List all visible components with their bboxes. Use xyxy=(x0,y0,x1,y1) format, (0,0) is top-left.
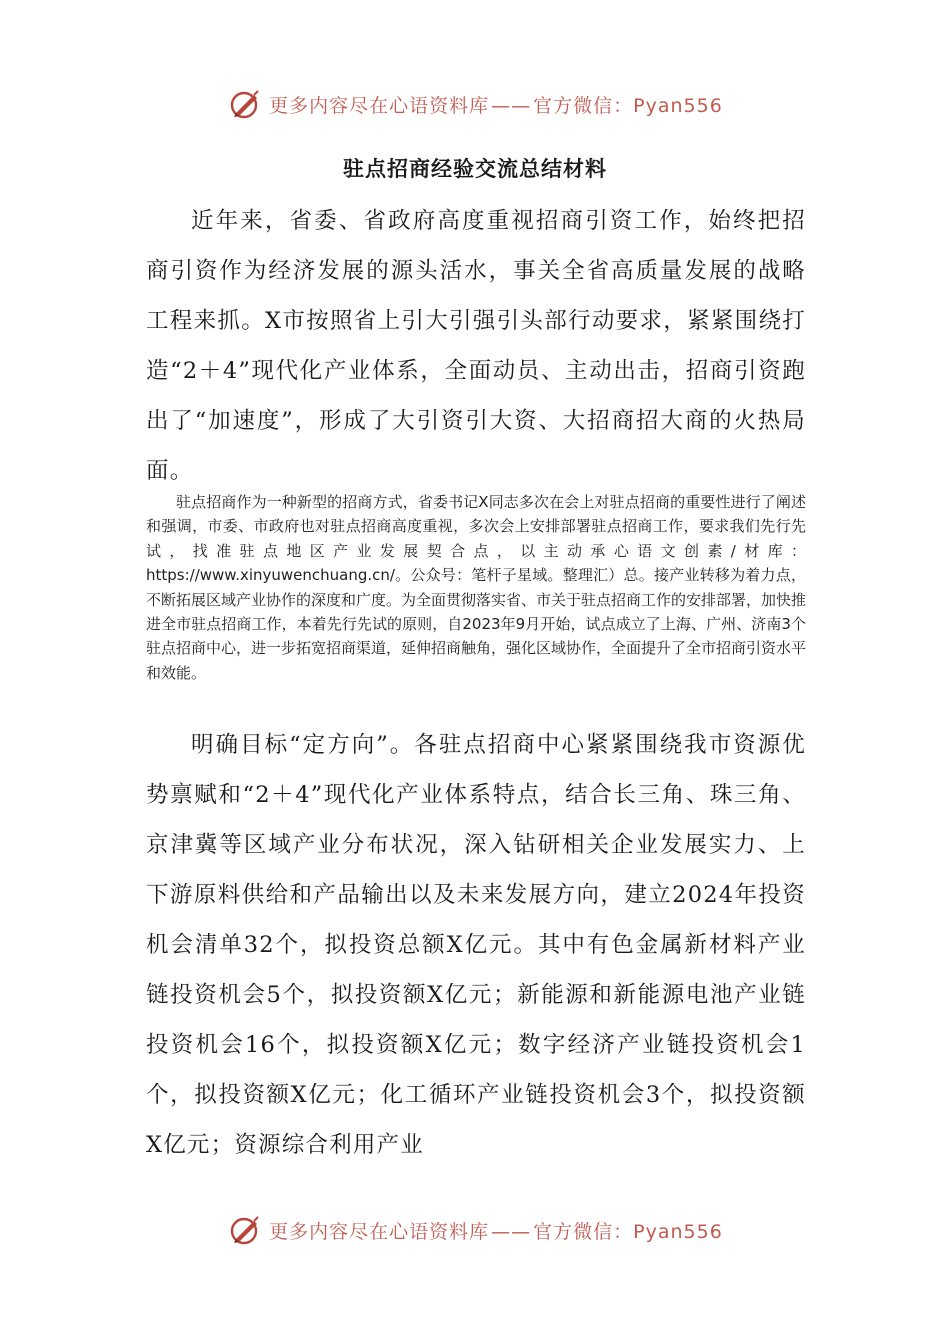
banner-dash: —— xyxy=(491,1220,532,1243)
banner-main-text: 更多内容尽在心语资料库 xyxy=(269,94,490,117)
pen-logo-icon xyxy=(227,1212,263,1248)
paragraph-goals: 明确目标“定方向”。各驻点招商中心紧紧围绕我市资源优势禀赋和“2＋4”现代化产业体系特点，结合长三角、珠三角、京津冀等区域产业分布状况，深入钻研相关企业发展实力、上下游原料供给和产品输出以及未来发展方向，建立2024年投资机会清单32个，拟投资总额X亿元。其中有色金属新材料产业链投资机会5个，拟投资额X亿元；新能源和新能源电池产业链投资机会16个，拟投资额X亿元；数字经济产业链投资机会1个，拟投资额X亿元；化工循环产业链投资机会3个，拟投资额X亿元；资源综合利用产业 xyxy=(146,732,806,1158)
footer-banner xyxy=(0,1210,950,1250)
banner-main-text: 更多内容尽在心语资料库 xyxy=(269,1220,490,1243)
paragraph-intro: 近年来，省委、省政府高度重视招商引资工作，始终把招商引资作为经济发展的源头活水，事关全省高质量发展的战略工程来抓。X市按照省上引大引强引头部行动要求，紧紧围绕打造“2＋4”现代化产业体系，全面动员、主动出击，招商引资跑出了“加速度”，形成了大引资引大资、大招商招大商的火热局面。 xyxy=(146,208,806,484)
paragraph-small-print: 驻点招商作为一种新型的招商方式，省委书记X同志多次在会上对驻点招商的重要性进行了阐述和强调，市委、市政府也对驻点招商高度重视，多次会上安排部署驻点招商工作，要求我们先行先试，找准驻点地区产业发展契合点，以主动承心语文创素/材库：https://www.xinyuwenchuang.cn/。公众号：笔杆子星域。整理汇）总。接产业转移为着力点，不断拓展区域产业协作的深度和广度。为全面贯彻落实省、市关于驻点招商工作的安排部署，加快推进全市驻点招商工作，本着先行先试的原则，自2023年9月开始，试点成立了上海、广州、济南3个驻点招商中心，进一步拓宽招商渠道，延伸招商触角，强化区域协作，全面提升了全市招商引资水平和效能。 xyxy=(146,493,807,682)
pen-logo-icon xyxy=(227,86,263,122)
banner-dash: —— xyxy=(491,94,532,117)
banner-text xyxy=(269,91,723,118)
banner-wechat-text: 官方微信：Pyan556 xyxy=(533,94,723,117)
document-title: 驻点招商经验交流总结材料 xyxy=(343,157,607,181)
banner-text xyxy=(269,1217,723,1244)
header-banner xyxy=(0,84,950,124)
banner-wechat-text: 官方微信：Pyan556 xyxy=(533,1220,723,1243)
